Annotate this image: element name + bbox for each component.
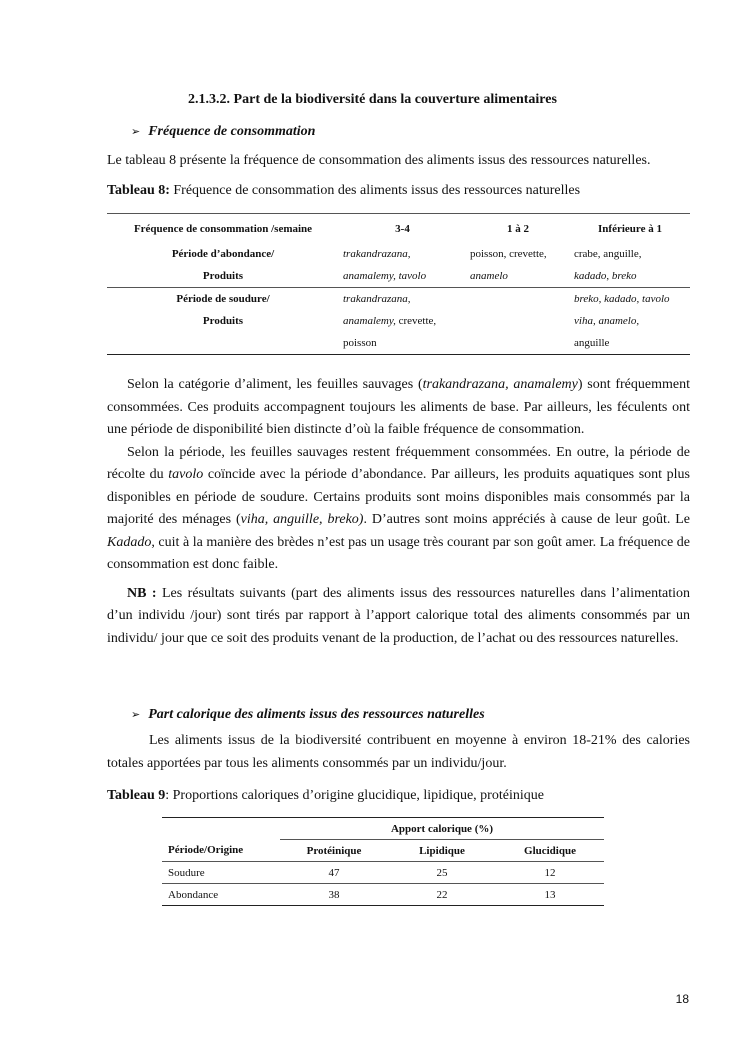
table9-cell: Soudure: [162, 862, 280, 884]
table-row: [162, 862, 604, 884]
text-run: Kadado: [107, 534, 152, 550]
table9-cell: 13: [496, 884, 604, 906]
section-heading: 2.1.3.2. Part de la biodiversité dans la couverture alimentaires: [188, 92, 557, 107]
table9-header-row: [162, 840, 604, 862]
cell-text: trakandrazana,: [343, 248, 411, 260]
bullet-part-calorique-label: Part calorique des aliments issus des ressources naturelles: [148, 707, 485, 722]
arrow-bullet-icon: ➢: [131, 708, 141, 721]
cell-text: kadado: [574, 270, 607, 282]
arrow-bullet-icon: ➢: [131, 125, 141, 138]
table9-header-proteinique: Protéinique: [280, 840, 388, 862]
table9-cell: 38: [280, 884, 388, 906]
text-run: Selon la période, les feuilles sauvages restent fréquemment consommées. En outre, la période de récolte du: [107, 444, 690, 482]
bullet-frequence: [131, 124, 315, 140]
paragraph-categorie: [107, 374, 690, 442]
page-number: 18: [675, 992, 689, 1006]
table8-cell: crabe, anguille,: [574, 248, 642, 260]
text-run: Selon la catégorie d’aliment, les feuilles sauvages (: [127, 377, 423, 392]
table8-caption-label: Tableau 8:: [107, 183, 170, 198]
cell-text: trakandrazana,: [343, 293, 411, 305]
table8-cell: [466, 265, 570, 288]
row-label-soudure: Période de soudure/: [107, 288, 339, 311]
table8-row: [107, 288, 690, 311]
cell-text: anamalemy, tavolo: [343, 270, 427, 282]
row-label-produits: Produits: [202, 315, 244, 327]
table-frequence-consommation: [107, 213, 690, 355]
table9-cell: 25: [388, 862, 496, 884]
text-run: coïncide avec la période d’abondance. Par ailleurs, les produits aquatiques sont plus disponibles en période de soudure. Certains produits sont moins disponibles mais consommés par la majorité des ménages (: [107, 467, 690, 527]
paragraph-periode: [107, 442, 690, 577]
table9-cell: Abondance: [162, 884, 280, 906]
table8-cell: [339, 310, 466, 332]
table8-cell: [339, 288, 466, 311]
table8-cell: anguille: [570, 332, 690, 355]
text-run: . D’autres sont moins appréciés à cause de leur goût. Le: [363, 512, 691, 527]
cell-text: crevette,: [395, 315, 437, 327]
table8-row: [107, 265, 690, 288]
paragraph-nb: [107, 583, 690, 651]
cell-text: viha, anamelo,: [574, 315, 640, 327]
text-run: viha, anguille, breko): [240, 512, 364, 527]
table9-caption: [107, 788, 690, 804]
table9-header-periode: Période/Origine: [162, 840, 280, 862]
table9-caption-label: Tableau 9: [107, 788, 166, 803]
table9-cell: 47: [280, 862, 388, 884]
table8-cell: poisson, crevette,: [470, 248, 547, 260]
table9-cell: 22: [388, 884, 496, 906]
table8-header-row: [107, 214, 690, 244]
cell-text: anamelo: [470, 270, 508, 282]
bullet-part-calorique: [131, 707, 485, 723]
table9-header-glucidique: Glucidique: [496, 840, 604, 862]
row-label-produits: Produits: [202, 270, 244, 282]
table-row: [162, 884, 604, 906]
table9-group-header: Apport calorique (%): [280, 818, 604, 840]
table8-caption-text: Fréquence de consommation des aliments issus des ressources naturelles: [169, 183, 581, 198]
table9-header-lipidique: Lipidique: [388, 840, 496, 862]
intro-text: Le tableau 8 présente la fréquence de consommation des aliments issus des ressources naturelles.: [107, 153, 651, 168]
table8-cell: [466, 288, 570, 311]
text-run: ) sont fréquemment consommées. Ces produits accompagnent toujours les aliments de base. Par ailleurs, les féculents ont une période de disponibilité bien distincte d’où la faible fréquence de consommation.: [107, 377, 690, 437]
text-run: tavolo: [168, 467, 204, 482]
text-run: , cuit à la manière des brèdes n’est pas un usage très courant par son goût amer. La fréquence de consommation est donc faible.: [107, 534, 690, 572]
text-run: trakandrazana, anamalemy: [422, 377, 578, 392]
table8-row: [107, 243, 690, 265]
table8-header-3-4: 3-4: [339, 214, 466, 244]
cell-text: ,: [606, 270, 612, 282]
paragraph-body: [107, 374, 690, 650]
table8-header-freq: Fréquence de consommation /semaine: [107, 214, 339, 244]
cell-text: breko: [611, 270, 637, 282]
table8-row: [107, 332, 690, 355]
table9-caption-text: : Proportions caloriques d’origine glucidique, lipidique, protéinique: [165, 788, 544, 803]
nb-label: NB :: [127, 585, 157, 601]
table8-cell: [466, 310, 570, 332]
table8-row: [107, 310, 690, 332]
bullet-frequence-label: Fréquence de consommation: [148, 124, 316, 139]
table8-cell: [339, 243, 466, 265]
table8-cell: [466, 332, 570, 355]
table8-header-inf1: Inférieure à 1: [570, 214, 690, 244]
table8-cell: [107, 332, 339, 355]
paragraph-biodiversite: [107, 730, 690, 775]
table9-group-row: [162, 818, 604, 840]
text-run: Les résultats suivants (part des aliments issus des ressources naturelles dans l’alimentation d’un individu /jour) sont tirés par rapport à l’apport calorique total des aliments consommés par un individu/ jour que ce soit des produits venant de la production, de l’achat ou des ressources naturelles.: [107, 585, 690, 646]
table8-cell: poisson: [339, 332, 466, 355]
table9-cell: 12: [496, 862, 604, 884]
table8-cell: [339, 265, 466, 288]
table8-header-1-2: 1 à 2: [466, 214, 570, 244]
table8-caption: [107, 183, 690, 199]
table8-cell: [570, 288, 690, 311]
table9-empty-cell: [162, 818, 280, 840]
cell-text: breko, kadado, tavolo: [574, 293, 670, 305]
table-proportions-caloriques: [162, 817, 604, 906]
table8-cell: [570, 265, 690, 288]
row-label-abondance: Période d’abondance/: [171, 248, 275, 260]
cell-text: anamalemy,: [343, 315, 396, 327]
paragraph-biodiversite-text: Les aliments issus de la biodiversité contribuent en moyenne à environ 18-21% des calories totales apportées par tous les aliments consommés par un individu/jour.: [107, 733, 690, 771]
table8-cell: [570, 310, 690, 332]
